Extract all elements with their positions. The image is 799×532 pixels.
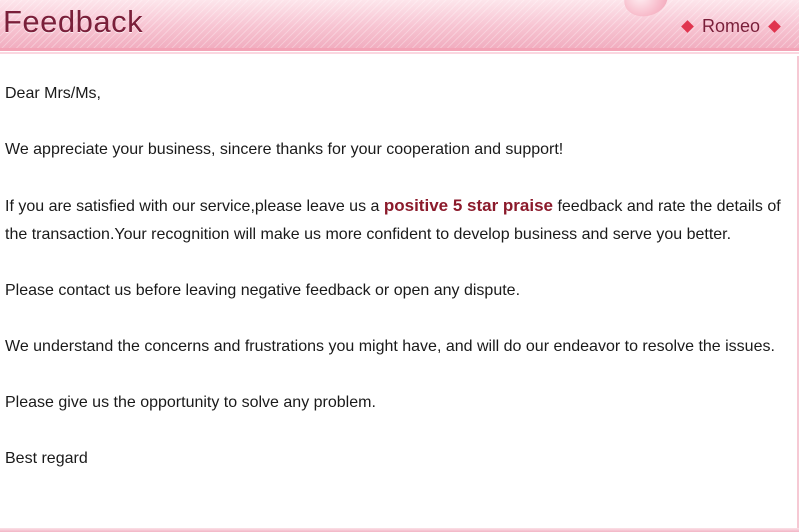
brand-name: Romeo: [701, 16, 760, 36]
contact-text: Please contact us before leaving negative feedback or open any dispute.: [5, 282, 521, 299]
header-bar: [0, 0, 799, 48]
message-body: [5, 80, 790, 501]
closing-text: Best regard: [5, 450, 88, 467]
header-divider-light: [0, 52, 799, 54]
greeting-text: Dear Mrs/Ms,: [5, 85, 101, 102]
page-title: Feedback: [3, 4, 144, 39]
opportunity-text: Please give us the opportunity to solve any problem.: [5, 394, 376, 411]
diamond-left-icon: [681, 20, 694, 33]
bottom-border: [0, 528, 799, 532]
concerns-text: We understand the concerns and frustrations you might have, and will do our endeavor to resolve the issues.: [5, 338, 775, 355]
rose-petal-decoration: [620, 0, 671, 21]
request-text-after: feedback and rate the details of the transaction.Your recognition will make us more confident to develop business and serve you better.: [5, 198, 781, 243]
praise-highlight: positive 5 star praise: [383, 196, 553, 215]
request-text-before: If you are satisfied with our service,please leave us a: [5, 198, 384, 215]
brand-label: [683, 14, 779, 38]
request-paragraph: [5, 192, 790, 249]
thanks-text: We appreciate your business, sincere thanks for your cooperation and support!: [5, 141, 564, 158]
diamond-right-icon: [768, 20, 781, 33]
header-divider: [0, 48, 799, 51]
